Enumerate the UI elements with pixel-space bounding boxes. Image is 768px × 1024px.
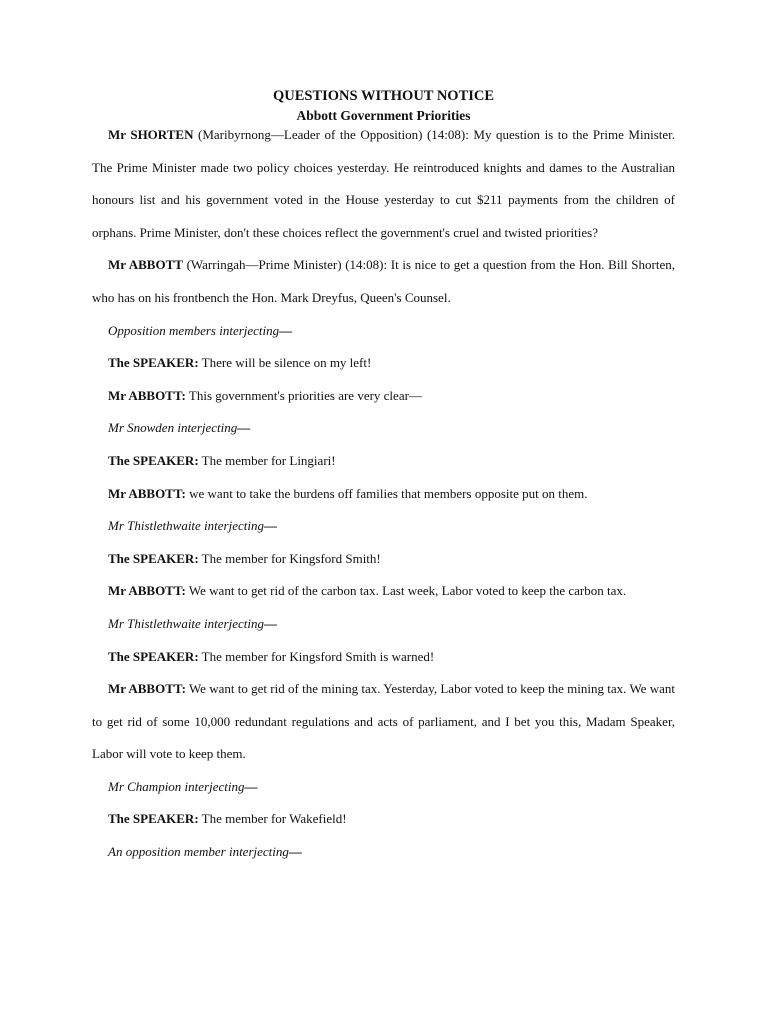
interjection-line — [92, 771, 675, 804]
speaker-name: Mr SHORTEN — [108, 127, 194, 142]
paragraph-text: We want to get rid of the carbon tax. Last week, Labor voted to keep the carbon tax. — [185, 583, 627, 599]
interjection-line — [92, 510, 675, 543]
interjection-line — [92, 836, 675, 869]
speaker-line — [92, 347, 675, 380]
paragraph-text: My question is to the Prime Minister. The Prime Minister made two policy choices yesterday. He reintroduced knights and dames to the Australian honours list and his government voted in the House yesterday to cut $211 payments from the children of orphans. Prime Minister, don't these choices reflect the government's cruel and twisted priorities? — [92, 127, 676, 240]
paragraph-text: We want to get rid of the mining tax. Yesterday, Labor voted to keep the mining tax. We want to get rid of some 10,000 redundant regulations and acts of parliament, and I bet you this, Madam Speaker, Labor will vote to keep them. — [92, 681, 675, 762]
paragraph-text: The member for Wakefield! — [198, 811, 347, 827]
interjection-dash: — — [264, 615, 277, 631]
interjection-text: Mr Champion interjecting — [108, 778, 245, 794]
document-subtitle: Abbott Government Priorities — [296, 108, 471, 123]
speaker-line — [92, 445, 675, 478]
interjection-dash: — — [279, 322, 293, 338]
paragraph-text: This government's priorities are very clear— — [185, 387, 422, 403]
paragraph-text: It is nice to get a question from the Hon. Bill Shorten, who has on his frontbench the Hon. Mark Dreyfus, Queen's Counsel. — [92, 257, 676, 305]
speaker-line — [92, 575, 675, 608]
interjection-text: Mr Snowden interjecting — [108, 420, 238, 436]
speaker-name: Mr ABBOTT: — [108, 387, 186, 403]
paragraph-text: The member for Kingsford Smith is warned! — [198, 648, 435, 664]
paragraph-text: we want to take the burdens off families that members opposite put on them. — [185, 485, 588, 501]
interjection-text: Mr Thistlethwaite interjecting — [108, 615, 264, 631]
speaker-name: Mr ABBOTT — [108, 257, 183, 273]
interjection-dash: — — [244, 778, 258, 794]
interjection-line — [92, 608, 675, 641]
paragraph-abbott-mining-tax — [92, 673, 675, 771]
speaker-line — [92, 641, 675, 674]
paragraph-text: The member for Lingiari! — [198, 452, 336, 468]
speaker-name: Mr ABBOTT: — [108, 583, 186, 599]
speaker-name: The SPEAKER: — [108, 452, 199, 468]
speaker-name: The SPEAKER: — [108, 648, 199, 664]
interjection-text: Opposition members interjecting — [108, 322, 280, 338]
speaker-name: Mr ABBOTT: — [108, 681, 186, 697]
paragraph-text: There will be silence on my left! — [198, 355, 372, 371]
interjection-line — [92, 412, 675, 445]
interjection-dash: — — [237, 420, 251, 436]
paragraph-text: The member for Kingsford Smith! — [198, 550, 381, 566]
interjection-dash: — — [288, 844, 302, 860]
speaker-name: The SPEAKER: — [108, 811, 199, 827]
speaker-meta: (Warringah—Prime Minister) (14:08): — [182, 257, 388, 273]
speaker-name: The SPEAKER: — [108, 355, 199, 371]
document-title: QUESTIONS WITHOUT NOTICE — [272, 88, 495, 104]
interjection-dash: — — [264, 518, 277, 534]
interjection-text: An opposition member interjecting — [108, 844, 289, 860]
interjection-text: Mr Thistlethwaite interjecting — [108, 518, 264, 534]
speaker-name: Mr ABBOTT: — [108, 485, 186, 501]
speaker-line — [92, 380, 675, 413]
interjection-line — [92, 315, 675, 348]
paragraph-abbott-answer — [92, 249, 675, 314]
speaker-line — [92, 478, 675, 511]
speaker-line — [92, 803, 675, 836]
speaker-meta: (Maribyrnong—Leader of the Opposition) (14:08): — [193, 127, 469, 142]
speaker-name: The SPEAKER: — [108, 550, 199, 566]
speaker-line — [92, 543, 675, 576]
paragraph-shorten-question — [92, 119, 675, 249]
hansard-page — [92, 86, 675, 869]
